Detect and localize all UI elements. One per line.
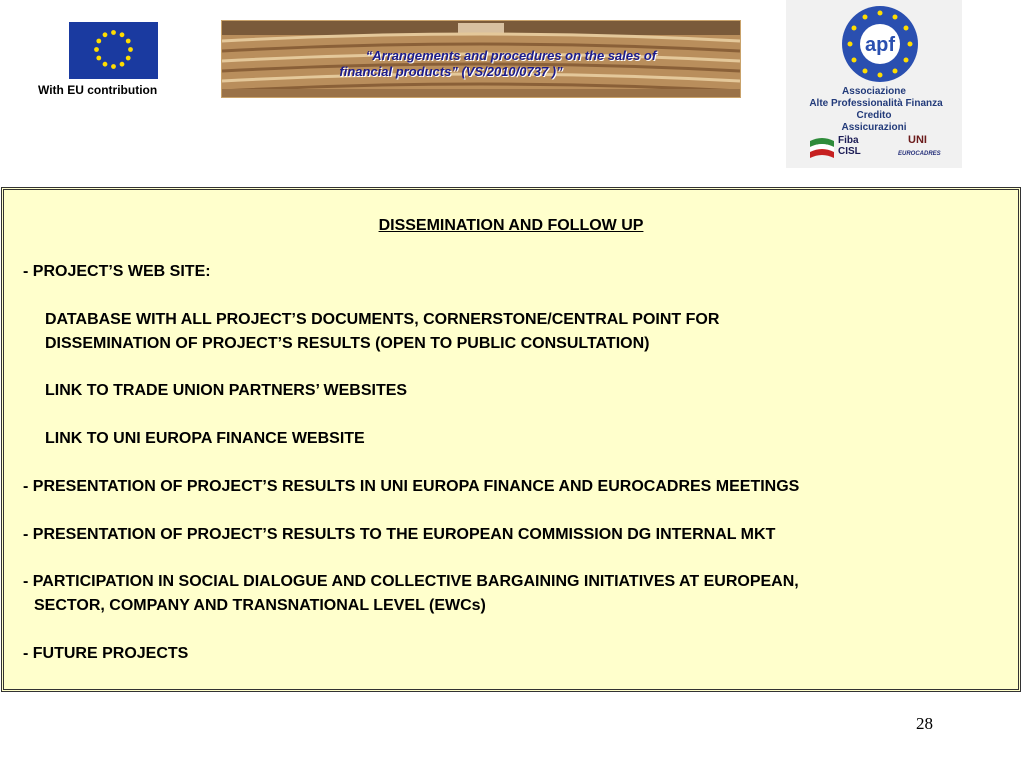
- page-number: 28: [916, 714, 933, 733]
- content-box: [1, 187, 1021, 692]
- bullet-participation-line-1: - PARTICIPATION IN SOCIAL DIALOGUE AND COLLECTIVE BARGAINING INITIATIVES AT EUROPEAN,: [23, 573, 799, 590]
- bullet-presentation-meetings: - PRESENTATION OF PROJECT’S RESULTS IN UNI EUROPA FINANCE AND EUROCADRES MEETINGS: [23, 478, 800, 495]
- apf-association-label: Associazione: [842, 86, 906, 97]
- banner-title-line-2: financial products” (VS/2010/0737 )”: [339, 64, 563, 79]
- apf-logo-block: [786, 0, 962, 168]
- apf-name-label: Alte Professionalità Finanza: [809, 98, 943, 109]
- fiba-flag-icon: [808, 135, 836, 161]
- eurocadres-label: EUROCADRES: [898, 151, 941, 157]
- uni-label: UNI: [908, 134, 927, 146]
- project-banner: [221, 20, 741, 98]
- apf-emblem-icon: [839, 4, 921, 84]
- bullet-future-projects: - FUTURE PROJECTS: [23, 645, 189, 662]
- section-heading: DISSEMINATION AND FOLLOW UP: [378, 217, 644, 234]
- apf-sector-credito: Credito: [856, 110, 892, 121]
- uni-eurocadres-logo: [898, 134, 952, 162]
- fiba-cisl-text: [838, 135, 861, 157]
- banner-title-line-1: “Arrangements and procedures on the sales of: [365, 48, 657, 63]
- website-link-trade-unions: LINK TO TRADE UNION PARTNERS’ WEBSITES: [45, 382, 408, 399]
- banner-title: [222, 48, 740, 80]
- bullet-participation-line-2: SECTOR, COMPANY AND TRANSNATIONAL LEVEL (EWCs): [34, 597, 486, 614]
- eu-stars-icon: [69, 22, 158, 79]
- bullet-presentation-commission: - PRESENTATION OF PROJECT’S RESULTS TO THE EUROPEAN COMMISSION DG INTERNAL MKT: [23, 526, 776, 543]
- website-database-line-1: DATABASE WITH ALL PROJECT’S DOCUMENTS, CORNERSTONE/CENTRAL POINT FOR: [45, 311, 720, 328]
- apf-sector-assicurazioni: Assicurazioni: [841, 122, 907, 133]
- fiba-cisl-logo: [808, 135, 868, 163]
- website-link-uni-europa: LINK TO UNI EUROPA FINANCE WEBSITE: [45, 430, 365, 447]
- apf-emblem-text: apf: [865, 34, 895, 56]
- cisl-label: CISL: [838, 146, 861, 157]
- fiba-label: Fiba: [838, 135, 859, 146]
- eu-flag-logo: [69, 22, 158, 79]
- bullet-website: - PROJECT’S WEB SITE:: [23, 263, 211, 280]
- website-database-line-2: DISSEMINATION OF PROJECT’S RESULTS (OPEN TO PUBLIC CONSULTATION): [45, 335, 650, 352]
- eu-contribution-caption: With EU contribution: [38, 83, 158, 97]
